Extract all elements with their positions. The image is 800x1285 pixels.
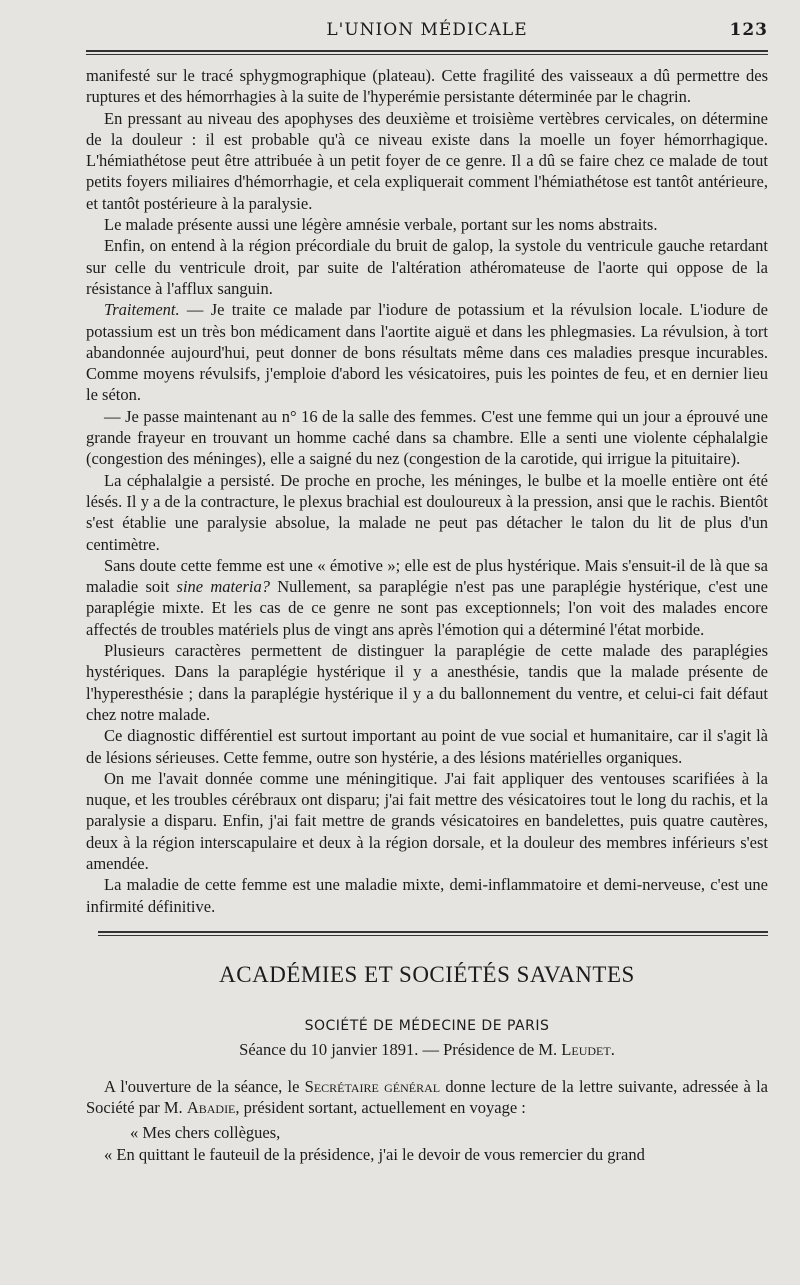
paragraph: La céphalalgie a persisté. De proche en proche, les méninges, le bulbe et la moelle entière ont été lésés. Il y a de la contracture, le plexus brachial est douloureux à la pression, ansi que le rachis. Bientôt s'est établie une paralysie absolue, la malade ne peut pas détacher le talon du lit de plus d'un centimètre. (86, 470, 768, 554)
paragraph: La maladie de cette femme est une maladie mixte, demi-inflammatoire et demi-nerveuse, c'est une infirmité définitive. (86, 875, 768, 916)
president-name: Leudet. (561, 1039, 615, 1059)
letter-salutation: « Mes chers collègues, (130, 1123, 281, 1143)
paragraph-text: Nullement, sa paraplégie n'est pas une paraplégie hystérique, c'est une paraplégie mixte. Et les cas de ce genre ne sont pas exceptionnels; l'on voit des malades encore affectés de troubles matériels plus de vingt ans après l'émotion qui a déterminé l'état morbide. (86, 577, 768, 639)
secretary-title: Secrétaire général (304, 1076, 441, 1096)
opening-text: , président sortant, actuellement en voyage : (235, 1098, 526, 1118)
paragraph: Plusieurs caractères permettent de distinguer la paraplégie de cette malade des paraplégies hystériques. Dans la paraplégie hystérique il y a anesthésie, tandis que la malade présente de l'hyperesthésie ; dans la paraplégie hystérique il y a du ballonnement du ventre, et celui-ci fait défaut chez notre malade. (86, 641, 768, 724)
paragraph: Ce diagnostic différentiel est surtout important au point de vue social et humanitaire, car il s'agit là de lésions sérieuses. Cette femme, outre son hystérie, a des lésions matérielles organiques. (86, 726, 768, 767)
paragraph: On me l'avait donnée comme une méningitique. J'ai fait appliquer des ventouses scarifiées à la nuque, et les troubles cérébraux ont disparu; j'ai fait mettre des vésicatoires tout le long du rachis, et la paralysie a disparu. Enfin, j'ai fait mettre de grands vésicatoires en bandelettes, puis quatre cautères, deux à la région interscapulaire et deux à la région dorsale, et la douleur des membres inférieurs s'est amendée. (86, 768, 768, 873)
paragraph: Enfin, on entend à la région précordiale du bruit de galop, la systole du ventricule gauche retardant sur celle du ventricule droit, par suite de l'altération athéromateuse de l'aorte qui oppose de la résistance à l'afflux sanguin. (86, 236, 768, 298)
running-title: L'UNION MÉDICALE (326, 20, 528, 40)
paragraph: Le malade présente aussi une légère amnésie verbale, portant sur les noms abstraits. (104, 215, 658, 235)
letter-section (86, 1076, 768, 1165)
latin-phrase: sine materia? (176, 577, 270, 597)
opening-paragraph (86, 1076, 768, 1119)
session-line (86, 1040, 768, 1060)
page-header (86, 14, 768, 48)
society-name: SOCIÉTÉ DE MÉDECINE DE PARIS (304, 1017, 550, 1034)
paragraph: — Je passe maintenant au n° 16 de la salle des femmes. C'est une femme qui un jour a éprouvé une grande frayeur en trouvant un homme caché dans sa chambre. Elle a senti une violente céphalalgie (congestion des méninges), elle a saigné du nez (congestion de la carotide, qui irrigue la pituitaire). (86, 406, 768, 469)
session-text: Séance du 10 janvier 1891. — Présidence de M. (239, 1039, 558, 1059)
page-number: 123 (729, 20, 768, 40)
header-rule (86, 50, 768, 55)
section-rule (98, 931, 768, 936)
paragraph-treatment (86, 299, 768, 405)
paragraph: manifesté sur le tracé sphygmographique (plateau). Cette fragilité des vaisseaux a dû permettre des ruptures et des hémorrhagies à la suite de l'hyperémie persistante déterminée par le chagrin. (86, 66, 768, 107)
letter-first-line: « En quittant le fauteuil de la présidence, j'ai le devoir de vous remercier du grand (104, 1144, 645, 1164)
treatment-heading: Traitement. (104, 300, 180, 320)
paragraph-text: Sans doute cette femme est une « émotive »; elle est de plus hystérique. Mais s'ensuit-il de là que sa maladie soit (86, 555, 768, 597)
section-title: ACADÉMIES ET SOCIÉTÉS SAVANTES (219, 961, 635, 987)
paragraph-sine-materia (86, 555, 768, 640)
paragraph: En pressant au niveau des apophyses des deuxième et troisième vertèbres cervicales, on détermine de la douleur : il est probable qu'à ce niveau existe dans la moelle un foyer hémorrhagique. L'hémiathétose peut être attribuée à un petit foyer de ce genre. Il a dû se faire chez ce malade de tout petits foyers miliaires d'hémorrhagie, et cela expliquerait comment l'hémiathétose est tantôt antérieure, et tantôt postérieure à la paralysie. (86, 108, 768, 213)
opening-text: donne lecture de la lettre suivante, adressée à la Société par M. (86, 1076, 769, 1118)
article-body (86, 65, 768, 917)
sender-name: Abadie (186, 1098, 236, 1118)
opening-text: A l'ouverture de la séance, le (104, 1076, 300, 1096)
paragraph-text: — Je traite ce malade par l'iodure de potassium et la révulsion locale. L'iodure de potassium est un très bon médicament dans l'aortite aiguë et dans les phlegmasies. La révulsion, à tort abandonnée aujourd'hui, peut donner de bons résultats même dans ces maladies presque incurables. Comme moyens révulsifs, j'emploie d'abord les vésicatoires, puis les pointes de feu, et en dernier lieu le séton. (86, 300, 768, 405)
